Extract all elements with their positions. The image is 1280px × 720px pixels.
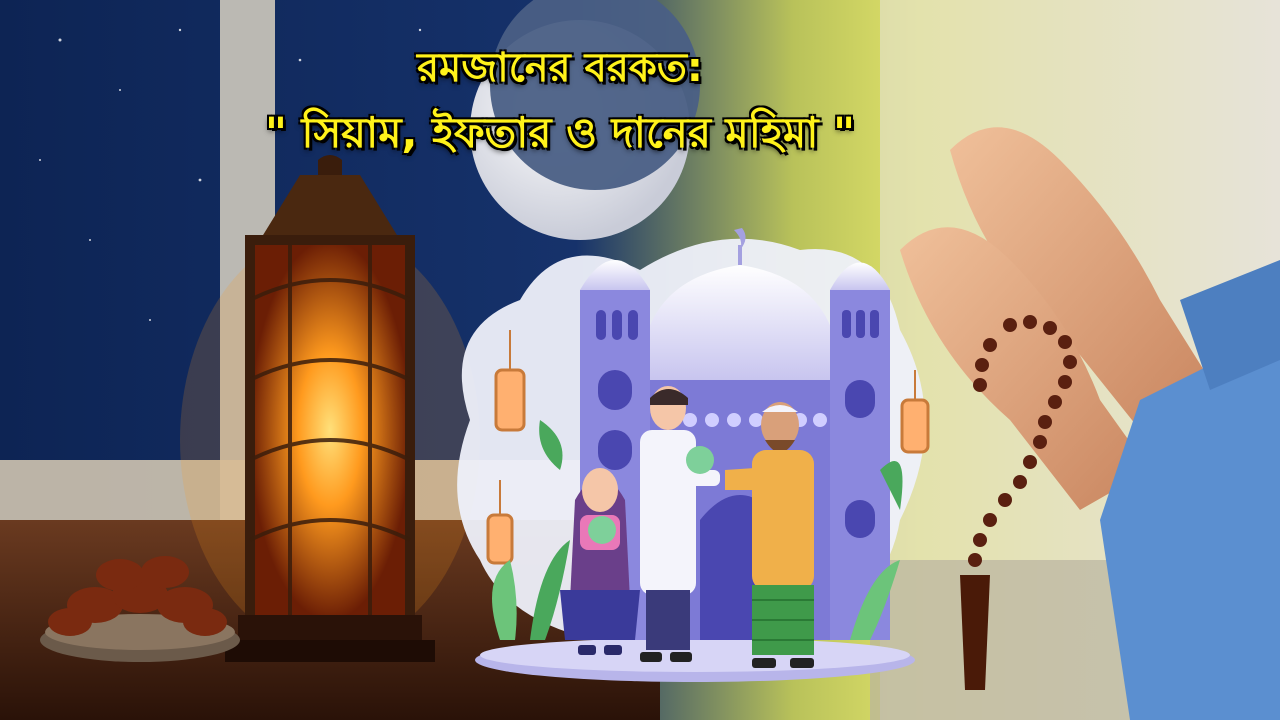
title-line-1: রমজানের বরকত: [417, 45, 703, 91]
title-line-2: " সিয়াম, ইফতার ও দানের মহিমা " [265, 108, 855, 157]
